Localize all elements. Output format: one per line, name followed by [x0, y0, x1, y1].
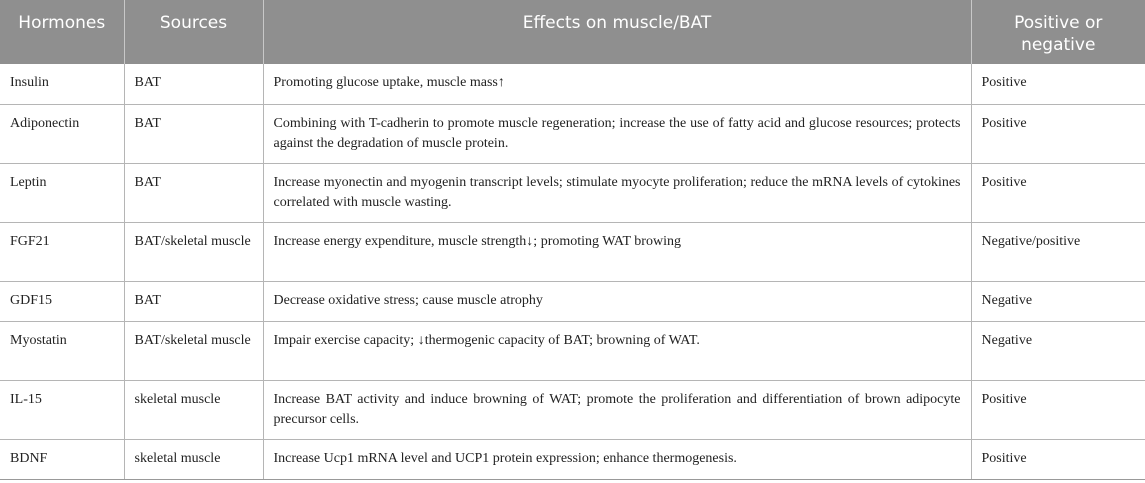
hormone-cell: IL-15	[0, 380, 124, 439]
sign-cell: Negative	[971, 281, 1145, 321]
sign-cell: Positive	[971, 64, 1145, 104]
table-row	[0, 104, 1145, 163]
sign-cell: Positive	[971, 380, 1145, 439]
sign-cell: Positive	[971, 163, 1145, 222]
table-row	[0, 163, 1145, 222]
sign-cell: Negative/positive	[971, 222, 1145, 281]
table-row	[0, 380, 1145, 439]
table-row	[0, 222, 1145, 281]
effect-cell: Increase Ucp1 mRNA level and UCP1 protein expression; enhance thermogenesis.	[263, 439, 971, 479]
header-hormones: Hormones	[0, 0, 124, 64]
hormone-cell: Myostatin	[0, 321, 124, 380]
effect-cell: Combining with T-cadherin to promote muscle regeneration; increase the use of fatty acid and glucose resources; protects against the degradation of muscle protein.	[263, 104, 971, 163]
source-cell: BAT	[124, 163, 263, 222]
source-cell: BAT/skeletal muscle	[124, 321, 263, 380]
effect-cell: Increase BAT activity and induce browning of WAT; promote the proliferation and differentiation of brown adipocyte precursor cells.	[263, 380, 971, 439]
table-row	[0, 281, 1145, 321]
header-effects: Effects on muscle/BAT	[263, 0, 971, 64]
source-cell: BAT/skeletal muscle	[124, 222, 263, 281]
source-cell: BAT	[124, 281, 263, 321]
sign-cell: Positive	[971, 104, 1145, 163]
hormone-cell: Adiponectin	[0, 104, 124, 163]
effect-cell: Increase energy expenditure, muscle strength↓; promoting WAT browing	[263, 222, 971, 281]
sign-cell: Negative	[971, 321, 1145, 380]
table-row	[0, 439, 1145, 479]
header-row	[0, 0, 1145, 64]
sign-cell: Positive	[971, 439, 1145, 479]
source-cell: skeletal muscle	[124, 439, 263, 479]
header-positive-or-negative: Positive or negative	[971, 0, 1145, 64]
table-row	[0, 64, 1145, 104]
source-cell: BAT	[124, 64, 263, 104]
effect-cell: Promoting glucose uptake, muscle mass↑	[263, 64, 971, 104]
hormone-cell: BDNF	[0, 439, 124, 479]
effect-cell: Decrease oxidative stress; cause muscle atrophy	[263, 281, 971, 321]
hormone-cell: GDF15	[0, 281, 124, 321]
hormone-cell: FGF21	[0, 222, 124, 281]
source-cell: BAT	[124, 104, 263, 163]
table-row	[0, 321, 1145, 380]
source-cell: skeletal muscle	[124, 380, 263, 439]
header-sources: Sources	[124, 0, 263, 64]
effect-cell: Increase myonectin and myogenin transcript levels; stimulate myocyte proliferation; reduce the mRNA levels of cytokines correlated with muscle wasting.	[263, 163, 971, 222]
hormone-cell: Insulin	[0, 64, 124, 104]
hormone-cell: Leptin	[0, 163, 124, 222]
effect-cell: Impair exercise capacity; ↓thermogenic capacity of BAT; browning of WAT.	[263, 321, 971, 380]
